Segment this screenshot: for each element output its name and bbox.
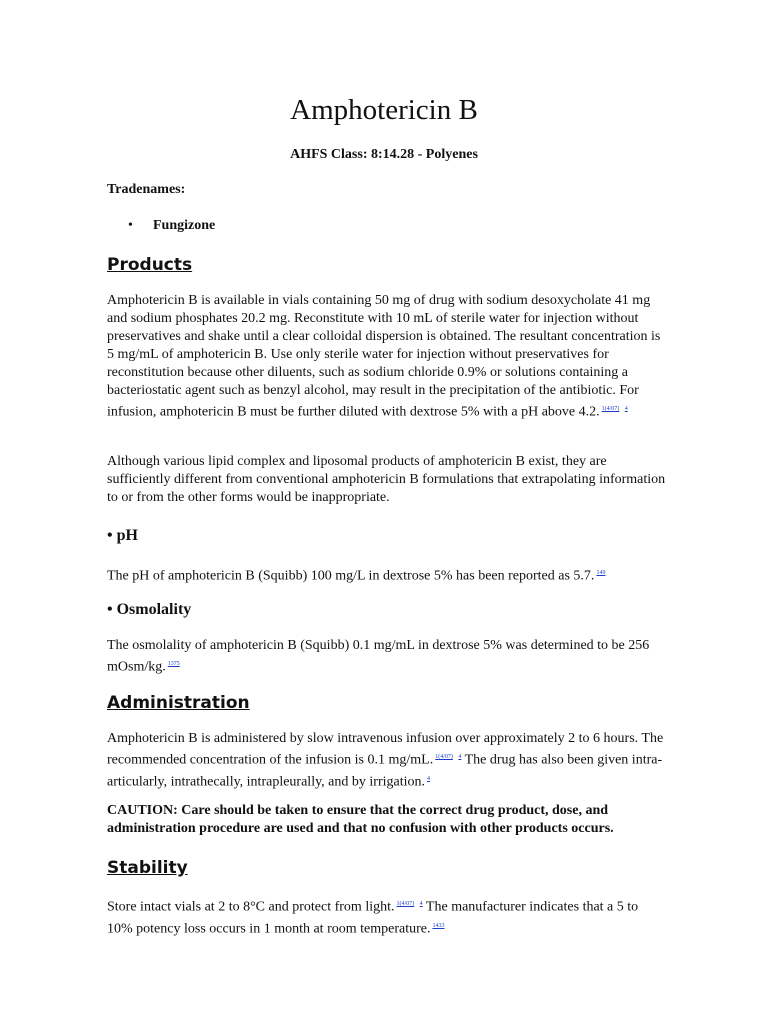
caution-paragraph: CAUTION: Care should be taken to ensure that the correct drug product, dose, and administration procedure are used and that no confusion with other products occurs. bbox=[107, 803, 614, 836]
tradenames-label: Tradenames: bbox=[107, 182, 186, 197]
reference-link[interactable]: 1(4/07) bbox=[601, 406, 620, 412]
osmolality-paragraph: The osmolality of amphotericin B (Squibb) 0.1 mg/mL in dextrose 5% was determined to be 256 mOsm/kg. $^{1375}$ bbox=[107, 638, 650, 675]
reference-link[interactable]: 4 bbox=[624, 406, 628, 412]
reference-link[interactable]: 149 bbox=[596, 570, 606, 576]
ph-paragraph: The pH of amphotericin B (Squibb) 100 mg/L in dextrose 5% has been reported as 5.7. $^{149}$ bbox=[107, 568, 606, 584]
page-title: Amphotericin B bbox=[290, 94, 478, 126]
stability-paragraph: Store intact vials at 2 to 8°C and protect from light. $^{1(4/07)}$ $^4$ The manufacturer indicates that a 5 to 10% potency loss occurs in 1 month at room temperature. $^{1433}$ bbox=[107, 899, 639, 937]
stability-heading: Stability bbox=[107, 858, 188, 878]
ph-heading: • pH bbox=[107, 527, 138, 544]
products-paragraph-2: Although various lipid complex and liposomal products of amphotericin B exist, they are sufficiently different from conventional amphotericin B formulations that extrapolating information to or from the other forms would be inappropriate. bbox=[107, 454, 666, 505]
osmolality-heading: • Osmolality bbox=[107, 601, 192, 618]
products-heading: Products bbox=[107, 255, 193, 275]
reference-link[interactable]: 1(4/07) bbox=[396, 901, 415, 907]
tradename-item: • Fungizone bbox=[107, 216, 215, 236]
reference-link[interactable]: 1375 bbox=[167, 661, 180, 667]
administration-paragraph: Amphotericin B is administered by slow intravenous infusion over approximately 2 to 6 hours. The recommended concentration of the infusion is 0.1 mg/mL. $^{1(4/07)}$ $^4$ The drug has also been given intra-articularly, intrathecally, intrapleurally, and by irrigation. $^4$ bbox=[107, 731, 664, 790]
reference-link[interactable]: 4 bbox=[419, 901, 423, 907]
reference-link[interactable]: 4 bbox=[427, 775, 430, 782]
administration-heading: Administration bbox=[107, 693, 250, 713]
reference-link[interactable]: 1(4/07) bbox=[435, 754, 453, 760]
products-paragraph-1: Amphotericin B is available in vials containing 50 mg of drug with sodium desoxycholate 41 mg and sodium phosphates 20.2 mg. Reconstitute with 10 mL of sterile water for injection without preservatives and shake until a clear colloidal dispersion is obtained. The resultant concentration is 5 mg/mL of amphotericin B. Use only sterile water for injection without preservatives for reconstitution because other diluents, such as sodium chloride 0.9% or solutions containing a bacteriostatic agent such as benzyl alcohol, may result in the precipitation of the antibiotic. For infusion, amphotericin B must be further diluted with dextrose 5% with a pH above 4.2. $^{1(4/07)}$ $^4$ bbox=[107, 293, 661, 420]
reference-link[interactable]: 4 bbox=[458, 754, 462, 760]
ahfs-class: AHFS Class: 8:14.28 - Polyenes bbox=[290, 147, 478, 162]
tradenames-list bbox=[107, 216, 215, 236]
reference-link[interactable]: 1433 bbox=[432, 922, 445, 929]
